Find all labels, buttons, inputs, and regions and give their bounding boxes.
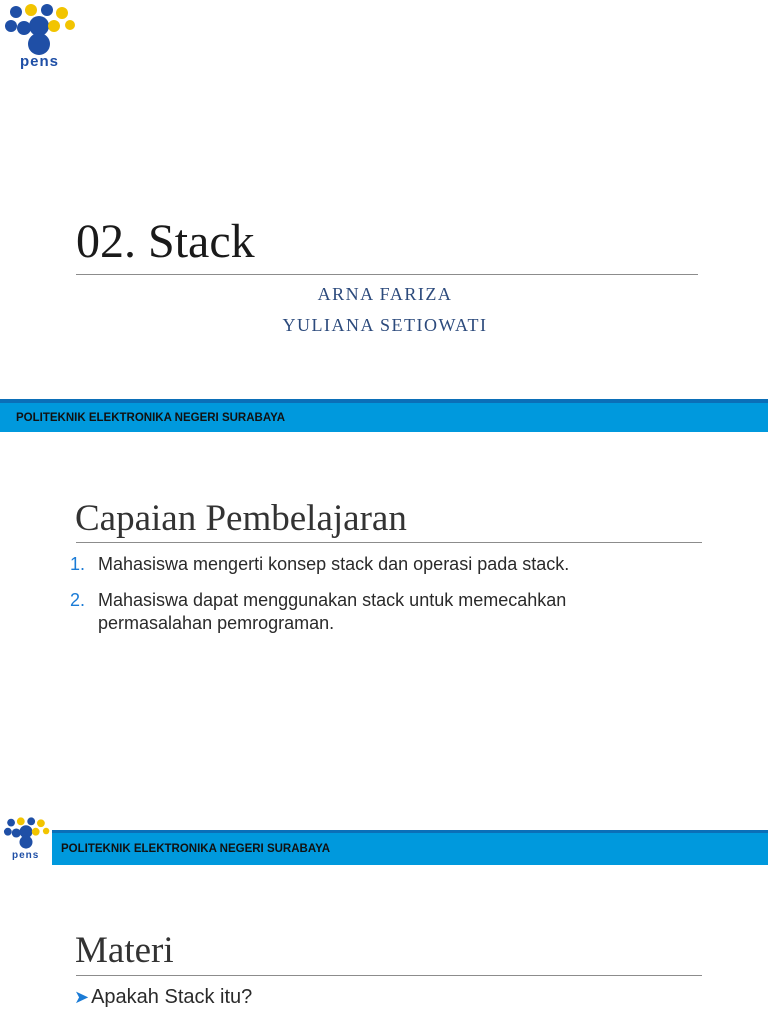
slide3-heading-divider (76, 975, 702, 976)
author-1: ARNA FARIZA (317, 284, 453, 304)
title-divider (76, 274, 698, 275)
logo-text: pens (20, 53, 60, 70)
list-item (70, 553, 658, 576)
footer-text: POLITEKNIK ELEKTRONIKA NEGERI SURABAYA (61, 843, 331, 855)
list-number: 2. (70, 590, 86, 610)
list-item (70, 589, 658, 635)
bullet-item (74, 986, 252, 1009)
footer-text: POLITEKNIK ELEKTRONIKA NEGERI SURABAYA (16, 411, 286, 424)
slide2-heading-divider (76, 542, 702, 543)
list-text: Mahasiswa dapat menggunakan stack untuk memecahkan permasalahan pemrograman. (98, 590, 567, 633)
arrow-bullet-icon: ➤ (74, 987, 90, 1007)
presentation-title: 02. Stack (76, 215, 255, 268)
list-text: Mahasiswa mengerti konsep stack dan operasi pada stack. (98, 554, 570, 574)
bullet-text: Apakah Stack itu? (91, 986, 253, 1008)
slide3-heading: Materi (75, 930, 174, 971)
pens-logo (2, 2, 76, 74)
footer-accent-line (52, 830, 768, 833)
author-2: YULIANA SETIOWATI (282, 315, 488, 335)
footer-bar (0, 403, 768, 432)
slide2-heading: Capaian Pembelajaran (75, 498, 407, 539)
logo-text: pens (12, 850, 40, 861)
list-number: 1. (70, 554, 86, 574)
pens-logo-small (2, 816, 50, 861)
footer-bar (52, 833, 768, 865)
